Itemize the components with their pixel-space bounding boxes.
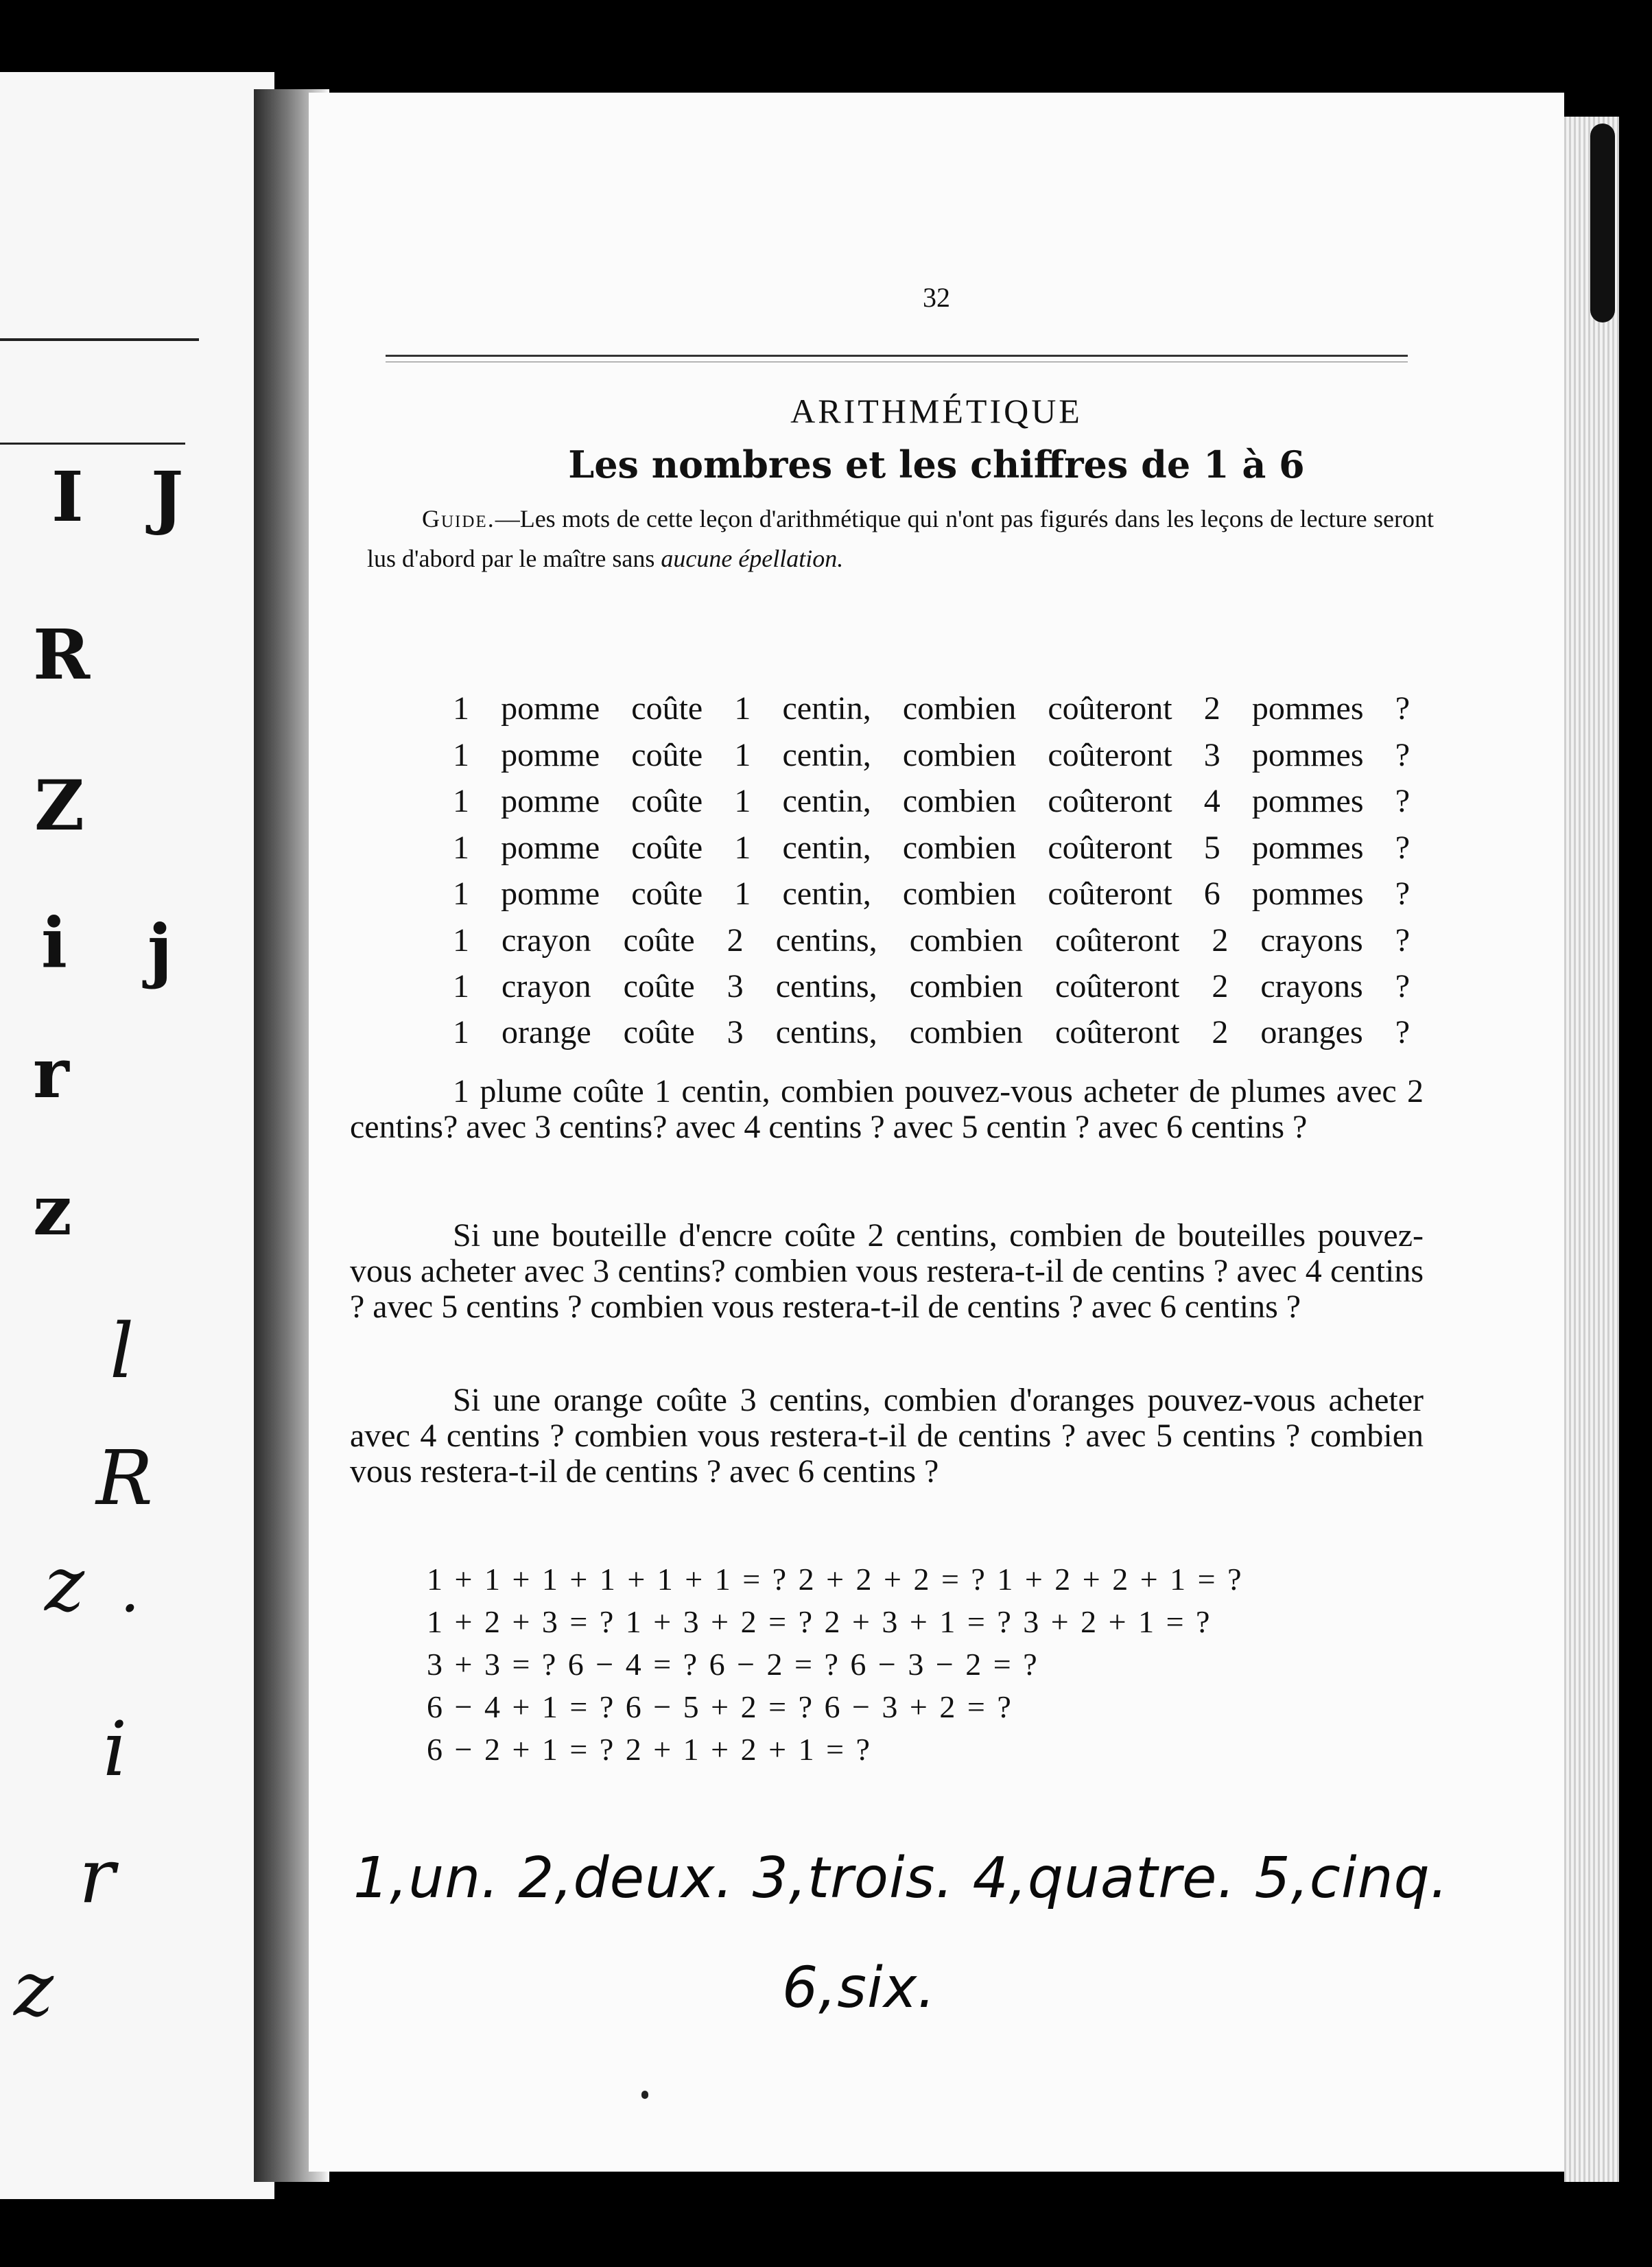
question-line: 1 pomme coûte 1 centin, combien coûteront 6 pommes ?: [453, 876, 1410, 912]
left-letter: R: [33, 614, 91, 695]
page-edge-tab: [1590, 124, 1615, 322]
guide-italic: aucune épellation.: [661, 545, 844, 572]
left-page-rule: [0, 338, 199, 341]
left-letter: i: [41, 902, 67, 983]
left-letter: I: [51, 456, 84, 537]
word-problem-paragraph: 1 plume coûte 1 centin, combien pouvez-vous acheter de plumes avec 2 centins? avec 3 centins? avec 4 centins ? avec 5 centin ? avec 6 centins ?: [350, 1073, 1424, 1145]
word-problem-paragraph: Si une bouteille d'encre coûte 2 centins, combien de bouteilles pouvez-vous acheter avec 3 centins? combien vous restera-t-il de centins ? avec 4 centins ? avec 5 centins ? combien vous restera-t-il de centins ? avec 6 centins ?: [350, 1217, 1424, 1325]
left-letter: z: [33, 1170, 72, 1251]
guide-label: Guide.: [422, 505, 495, 532]
handwritten-numbers-line: 6,six.: [782, 1955, 936, 2021]
left-page-rule: [0, 443, 185, 445]
lesson-title: Les nombres et les chiffres de 1 à 6: [568, 443, 1305, 486]
left-script-letter: r: [79, 1832, 115, 1920]
guide-text: —Les mots de cette leçon d'arithmétique qui n'ont pas figurés dans les leçons de lecture seront lus d'abord par le maître sans: [367, 505, 1434, 572]
question-line: 1 pomme coûte 1 centin, combien coûteront 4 pommes ?: [453, 783, 1410, 819]
word-problem-paragraph: Si une orange coûte 3 centins, combien d'oranges pouvez-vous acheter avec 4 centins ? combien vous restera-t-il de centins ? avec 5 centins ? combien vous restera-t-il de centins ? avec 6 centins ?: [350, 1382, 1424, 1490]
left-script-letter: z: [45, 1540, 84, 1628]
section-title: ARITHMÉTIQUE: [790, 392, 1083, 430]
left-letter: Z: [34, 765, 84, 846]
handwritten-numbers-line: 1,un. 2,deux. 3,trois. 4,quatre. 5,cinq.: [353, 1846, 1449, 1911]
left-script-letter: l: [110, 1307, 134, 1395]
question-line: 1 pomme coûte 1 centin, combien coûteront 5 pommes ?: [453, 830, 1410, 866]
left-script-letter: R: [96, 1434, 153, 1522]
page-number: 32: [923, 282, 950, 313]
question-line: 1 crayon coûte 2 centins, combien coûteront 2 crayons ?: [453, 922, 1410, 959]
header-rule: [386, 355, 1408, 357]
left-script-letter: z: [14, 1945, 54, 2033]
question-line: 1 pomme coûte 1 centin, combien coûteront 2 pommes ?: [453, 690, 1410, 727]
equation-line: 6 − 2 + 1 = ? 2 + 1 + 2 + 1 = ?: [427, 1732, 872, 1767]
equation-line: 6 − 4 + 1 = ? 6 − 5 + 2 = ? 6 − 3 + 2 = ?: [427, 1689, 1013, 1724]
ink-dot: [641, 2091, 648, 2099]
equation-line: 1 + 2 + 3 = ? 1 + 3 + 2 = ? 2 + 3 + 1 = ? 3 + 2 + 1 = ?: [427, 1604, 1212, 1639]
left-letter: J: [151, 456, 184, 537]
page-edge-stack: [1564, 117, 1619, 2182]
equation-line: 1 + 1 + 1 + 1 + 1 + 1 = ? 2 + 2 + 2 = ? 1 + 2 + 2 + 1 = ?: [427, 1562, 1244, 1597]
guide-note: [367, 499, 1434, 578]
left-letter: j: [148, 909, 173, 990]
question-line: 1 crayon coûte 3 centins, combien coûteront 2 crayons ?: [453, 968, 1410, 1005]
question-line: 1 pomme coûte 1 centin, combien coûteront 3 pommes ?: [453, 737, 1410, 773]
question-line: 1 orange coûte 3 centins, combien coûteront 2 oranges ?: [453, 1014, 1410, 1050]
main-page: [309, 93, 1564, 2172]
equation-line: 3 + 3 = ? 6 − 4 = ? 6 − 2 = ? 6 − 3 − 2 = ?: [427, 1647, 1039, 1682]
left-letter: r: [33, 1033, 69, 1114]
left-facing-page: [0, 72, 274, 2199]
left-script-letter: .: [120, 1554, 140, 1626]
left-script-letter: i: [103, 1705, 128, 1793]
